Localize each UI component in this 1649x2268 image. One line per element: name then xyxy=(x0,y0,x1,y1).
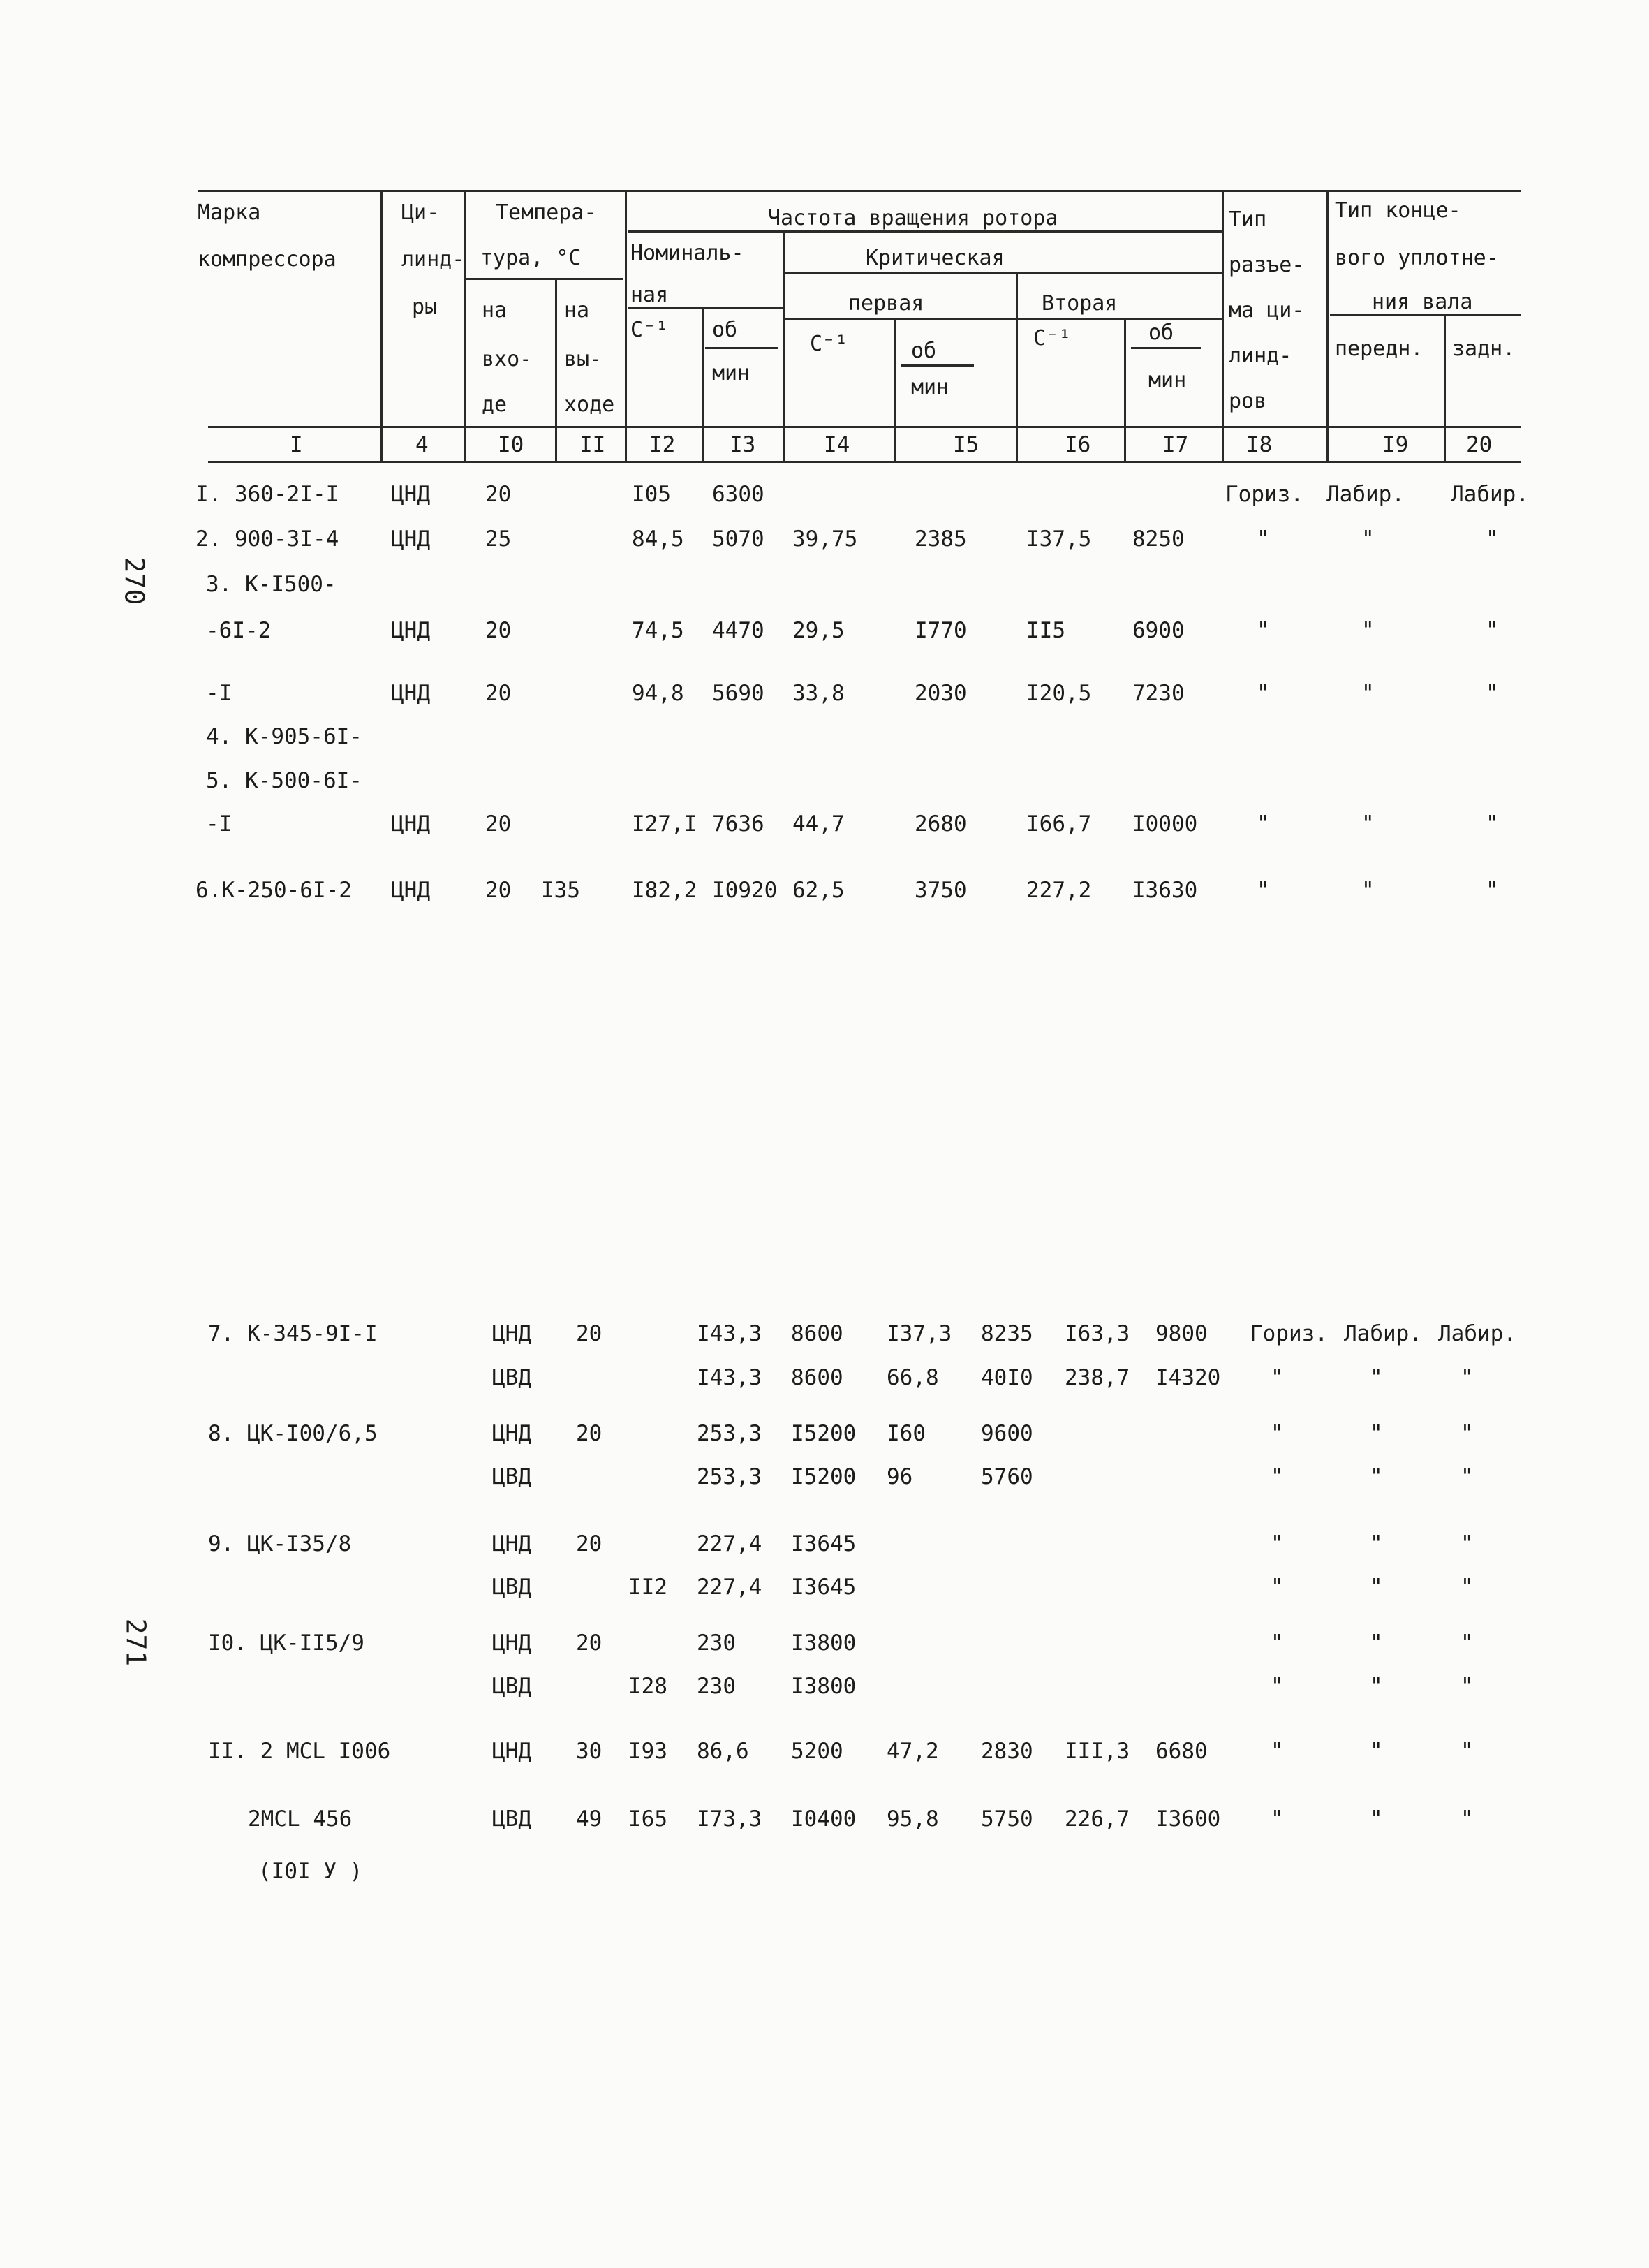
table-cell-zad: " xyxy=(1461,1739,1474,1764)
table-cell-rpm: 5690 xyxy=(712,681,764,706)
table-cell-rpm: I3800 xyxy=(791,1674,857,1699)
column-number: I6 xyxy=(1065,432,1091,457)
table-row-name: -I xyxy=(206,681,232,706)
hdr-razem-5: ров xyxy=(1229,389,1267,413)
table-cell-tout: I28 xyxy=(628,1674,667,1699)
table-cell-rpm: 7636 xyxy=(712,811,764,837)
table-cell-c2r: I3630 xyxy=(1132,878,1198,903)
table-cell-s1: 86,6 xyxy=(697,1739,749,1764)
table-cell-s1: 94,8 xyxy=(632,681,684,706)
table-cell-c2s: I63,3 xyxy=(1065,1321,1130,1346)
vline-5 xyxy=(702,307,704,461)
table-cell-c1r: 3750 xyxy=(915,878,967,903)
table-cell-razem: " xyxy=(1271,1464,1284,1489)
table-cell-s1: 74,5 xyxy=(632,618,684,643)
table-cell-c2s: I37,5 xyxy=(1026,526,1092,552)
table-cell-rpm: 5200 xyxy=(791,1739,843,1764)
table-cell-razem: " xyxy=(1271,1739,1284,1764)
vline-12 xyxy=(1444,314,1446,461)
header-bottom-rule xyxy=(208,426,1521,428)
table-cell-s1: I43,3 xyxy=(697,1321,762,1346)
table-cell-c2r: I0000 xyxy=(1132,811,1198,837)
page-number-bottom: 271 xyxy=(120,1618,151,1667)
table-cell-zad: " xyxy=(1461,1531,1474,1556)
table-cell-zad: " xyxy=(1461,1630,1474,1656)
hdr-min-crit2: мин xyxy=(1148,368,1187,392)
table-cell-tin: 20 xyxy=(485,878,512,903)
table-cell-tout: I93 xyxy=(628,1739,667,1764)
hdr-out-3: ходе xyxy=(564,392,615,417)
table-cell-razem: " xyxy=(1257,618,1270,643)
table-cell-razem: " xyxy=(1271,1575,1284,1600)
table-cell-zad: " xyxy=(1486,526,1499,552)
table-cell-c1s: 29,5 xyxy=(792,618,845,643)
rule-ob2 xyxy=(901,364,974,367)
table-cell-pered: " xyxy=(1370,1630,1383,1656)
table-row-name: 7. К-345-9I-I xyxy=(208,1321,378,1346)
table-cell-zad: " xyxy=(1486,878,1499,903)
table-cell-c1s: I37,3 xyxy=(887,1321,952,1346)
vline-3 xyxy=(555,278,557,461)
hdr-min-crit1: мин xyxy=(911,375,949,399)
table-cell-c1s: 33,8 xyxy=(792,681,845,706)
table-cell-cyl: ЦВД xyxy=(492,1575,531,1600)
hdr-marka-1: Марка xyxy=(198,200,261,225)
hdr-min-nom: мин xyxy=(712,361,750,385)
hdr-razem-1: Тип xyxy=(1229,207,1267,232)
column-number: 4 xyxy=(415,432,429,457)
table-row-name: 9. ЦК-I35/8 xyxy=(208,1531,352,1556)
column-number: I7 xyxy=(1162,432,1189,457)
vline-11 xyxy=(1326,190,1329,461)
table-cell-c2s: I66,7 xyxy=(1026,811,1092,837)
vline-4 xyxy=(625,190,627,461)
hdr-peredn: передн. xyxy=(1335,337,1424,361)
table-cell-c1r: 8235 xyxy=(981,1321,1033,1346)
table-cell-c1r: 5760 xyxy=(981,1464,1033,1489)
table-cell-c1r: 40I0 xyxy=(981,1365,1033,1390)
table-row-name: I. 360-2I-I xyxy=(195,482,339,507)
table-cell-tin: 20 xyxy=(576,1321,602,1346)
hdr-in-2: вхо- xyxy=(482,347,533,371)
rule-freq xyxy=(628,230,1222,233)
rule-seal xyxy=(1330,314,1521,316)
table-cell-c2r: 9800 xyxy=(1155,1321,1208,1346)
table-cell-c1s: 62,5 xyxy=(792,878,845,903)
hdr-seal-1: Тип конце- xyxy=(1335,198,1461,223)
table-cell-tin: 20 xyxy=(485,618,512,643)
table-cell-c1r: 5750 xyxy=(981,1806,1033,1832)
table-cell-rpm: I5200 xyxy=(791,1421,857,1446)
table-cell-pered: " xyxy=(1361,811,1375,837)
hdr-vtoraya: Вторая xyxy=(1042,291,1118,316)
page-number-top: 270 xyxy=(119,557,150,605)
table-cell-cyl: ЦВД xyxy=(492,1674,531,1699)
table-cell-c2s: I20,5 xyxy=(1026,681,1092,706)
table-cell-s1: 227,4 xyxy=(697,1575,762,1600)
table-cell-c1s: 44,7 xyxy=(792,811,845,837)
table-cell-rpm: I3800 xyxy=(791,1630,857,1656)
table-cell-tin: 49 xyxy=(576,1806,602,1832)
table-row-name: I0. ЦК-II5/9 xyxy=(208,1630,364,1656)
vline-2 xyxy=(464,190,466,461)
hdr-s1-crit1: С⁻¹ xyxy=(810,332,848,356)
table-cell-rpm: I3645 xyxy=(791,1531,857,1556)
table-cell-cyl: ЦНД xyxy=(391,526,430,552)
table-cell-zad: " xyxy=(1486,681,1499,706)
table-cell-s1: 253,3 xyxy=(697,1464,762,1489)
table-cell-c1r: I770 xyxy=(915,618,967,643)
hdr-ob-crit1: об xyxy=(911,339,937,363)
table-cell-s1: 84,5 xyxy=(632,526,684,552)
table-cell-c1r: 2030 xyxy=(915,681,967,706)
table-cell-tout: I35 xyxy=(541,878,580,903)
table-row-name: 4. К-905-6I- xyxy=(206,724,362,749)
table-cell-razem: " xyxy=(1271,1674,1284,1699)
hdr-out-2: вы- xyxy=(564,347,602,371)
table-cell-rpm: I0920 xyxy=(712,878,778,903)
table-cell-razem: " xyxy=(1257,681,1270,706)
hdr-seal-2: вого уплотне- xyxy=(1335,246,1499,270)
table-cell-pered: " xyxy=(1370,1739,1383,1764)
column-number: I3 xyxy=(730,432,756,457)
hdr-cyl-3: ры xyxy=(412,295,438,319)
table-cell-cyl: ЦНД xyxy=(492,1630,531,1656)
column-number: I xyxy=(290,432,303,457)
table-cell-cyl: ЦНД xyxy=(492,1531,531,1556)
table-cell-pered: " xyxy=(1361,878,1375,903)
table-cell-razem: " xyxy=(1271,1421,1284,1446)
rule-ob1 xyxy=(705,347,778,349)
table-cell-c2s: II5 xyxy=(1026,618,1065,643)
table-cell-c2s: 238,7 xyxy=(1065,1365,1130,1390)
table-cell-cyl: ЦНД xyxy=(492,1321,531,1346)
table-cell-tin: 20 xyxy=(485,681,512,706)
table-cell-c2s: 227,2 xyxy=(1026,878,1092,903)
hdr-in-3: де xyxy=(482,392,508,417)
table-cell-pered: Лабир. xyxy=(1326,482,1405,507)
vline-6 xyxy=(783,230,785,461)
table-cell-pered: " xyxy=(1370,1806,1383,1832)
hdr-kriticheskaya: Критическая xyxy=(866,246,1005,270)
table-cell-razem: " xyxy=(1271,1806,1284,1832)
vline-7 xyxy=(894,318,896,461)
hdr-pervaya: первая xyxy=(848,291,924,316)
table-cell-tin: 30 xyxy=(576,1739,602,1764)
table-cell-s1: I43,3 xyxy=(697,1365,762,1390)
table-row-name: 8. ЦК-I00/6,5 xyxy=(208,1421,378,1446)
table-cell-c1r: 9600 xyxy=(981,1421,1033,1446)
table-cell-s1: I27,I xyxy=(632,811,697,837)
table-cell-cyl: ЦНД xyxy=(391,811,430,837)
vline-9 xyxy=(1124,318,1126,461)
table-cell-c1s: I60 xyxy=(887,1421,926,1446)
table-cell-cyl: ЦВД xyxy=(492,1806,531,1832)
table-cell-rpm: 6300 xyxy=(712,482,764,507)
table-row-name: 2MCL 456 xyxy=(248,1806,353,1832)
table2-note: (I0I У ) xyxy=(258,1859,363,1884)
table-cell-c1s: 39,75 xyxy=(792,526,858,552)
hdr-seal-3: ния вала xyxy=(1372,290,1473,314)
table-cell-pered: " xyxy=(1361,526,1375,552)
table-cell-tout: II2 xyxy=(628,1575,667,1600)
table-row-name: II. 2 MCL I006 xyxy=(208,1739,391,1764)
table-cell-pered: " xyxy=(1361,618,1375,643)
table-cell-razem: " xyxy=(1257,526,1270,552)
hdr-cyl-1: Ци- xyxy=(401,200,440,225)
hdr-razem-3: ма ци- xyxy=(1229,298,1305,323)
table-cell-cyl: ЦВД xyxy=(492,1464,531,1489)
table-row-name: 5. К-500-6I- xyxy=(206,768,362,793)
table-cell-s1: 230 xyxy=(697,1630,736,1656)
table-cell-razem: Гориз. xyxy=(1225,482,1303,507)
table-cell-zad: Лабир. xyxy=(1451,482,1529,507)
hdr-temp-1: Темпера- xyxy=(496,200,597,225)
table-cell-tin: 20 xyxy=(485,482,512,507)
table-cell-tout: I65 xyxy=(628,1806,667,1832)
table-cell-c2r: I4320 xyxy=(1155,1365,1221,1390)
table-cell-s1: I05 xyxy=(632,482,671,507)
table-cell-pered: " xyxy=(1370,1531,1383,1556)
column-number: 20 xyxy=(1466,432,1493,457)
table-cell-cyl: ЦВД xyxy=(492,1365,531,1390)
table-row-name: -I xyxy=(206,811,232,837)
table-cell-pered: " xyxy=(1370,1421,1383,1446)
table-cell-rpm: 5070 xyxy=(712,526,764,552)
rule-nom xyxy=(628,307,783,309)
vline-8 xyxy=(1016,272,1018,461)
table-cell-c2r: 6680 xyxy=(1155,1739,1208,1764)
hdr-razem-2: разъе- xyxy=(1229,253,1305,277)
table-cell-razem: Гориз. xyxy=(1250,1321,1328,1346)
table-cell-rpm: 4470 xyxy=(712,618,764,643)
table-cell-zad: " xyxy=(1486,811,1499,837)
table-cell-tin: 20 xyxy=(576,1531,602,1556)
colnum-bottom-rule xyxy=(208,461,1521,463)
table-cell-s1: 230 xyxy=(697,1674,736,1699)
table-cell-rpm: I0400 xyxy=(791,1806,857,1832)
table-cell-rpm: I3645 xyxy=(791,1575,857,1600)
hdr-ob-nom: об xyxy=(712,318,738,342)
table-cell-tin: 20 xyxy=(485,811,512,837)
table-row-name: 3. К-I500- xyxy=(206,572,337,597)
vline-10 xyxy=(1222,190,1224,461)
table-cell-s1: 253,3 xyxy=(697,1421,762,1446)
table-cell-s1: I73,3 xyxy=(697,1806,762,1832)
hdr-s1-nom: С⁻¹ xyxy=(630,318,669,342)
table-cell-zad: " xyxy=(1461,1464,1474,1489)
table-cell-zad: " xyxy=(1461,1806,1474,1832)
header-top-rule xyxy=(198,190,1521,192)
hdr-cyl-2: линд- xyxy=(401,247,465,272)
table-cell-c1s: 95,8 xyxy=(887,1806,939,1832)
table-cell-rpm: 8600 xyxy=(791,1365,843,1390)
table-cell-razem: " xyxy=(1257,878,1270,903)
table-cell-zad: " xyxy=(1461,1421,1474,1446)
column-number: I5 xyxy=(953,432,979,457)
rule-temp xyxy=(466,278,623,280)
column-number: I9 xyxy=(1382,432,1409,457)
table-cell-cyl: ЦНД xyxy=(492,1739,531,1764)
table-cell-zad: Лабир. xyxy=(1438,1321,1516,1346)
table-cell-razem: " xyxy=(1257,811,1270,837)
table-cell-c2r: 8250 xyxy=(1132,526,1185,552)
hdr-nominal-2: ная xyxy=(630,283,669,307)
hdr-razem-4: линд- xyxy=(1229,344,1292,368)
table-row-name: 2. 900-3I-4 xyxy=(195,526,339,552)
table-row-name: 6.К-250-6I-2 xyxy=(195,878,352,903)
table-cell-c1s: 66,8 xyxy=(887,1365,939,1390)
hdr-in-1: на xyxy=(482,298,508,323)
hdr-ob-crit2: об xyxy=(1148,321,1174,345)
table-cell-c2r: 6900 xyxy=(1132,618,1185,643)
table-cell-c1r: 2385 xyxy=(915,526,967,552)
hdr-s1-crit2: С⁻¹ xyxy=(1033,326,1072,351)
table-cell-rpm: I5200 xyxy=(791,1464,857,1489)
table-cell-pered: " xyxy=(1370,1575,1383,1600)
table-cell-pered: " xyxy=(1361,681,1375,706)
table-cell-c1s: 96 xyxy=(887,1464,913,1489)
table-cell-razem: " xyxy=(1271,1630,1284,1656)
hdr-zadn: задн. xyxy=(1452,337,1516,361)
rule-ob3 xyxy=(1131,347,1201,349)
table-cell-c2s: 226,7 xyxy=(1065,1806,1130,1832)
table-cell-pered: " xyxy=(1370,1464,1383,1489)
table-cell-cyl: ЦНД xyxy=(391,618,430,643)
column-number: I0 xyxy=(498,432,524,457)
table-cell-pered: " xyxy=(1370,1365,1383,1390)
column-number: I4 xyxy=(824,432,850,457)
table-row-name: -6I-2 xyxy=(206,618,272,643)
table-cell-cyl: ЦНД xyxy=(391,681,430,706)
rule-crit xyxy=(785,272,1222,274)
table-cell-razem: " xyxy=(1271,1531,1284,1556)
table-cell-zad: " xyxy=(1486,618,1499,643)
table-cell-c1r: 2680 xyxy=(915,811,967,837)
table-cell-c1r: 2830 xyxy=(981,1739,1033,1764)
table-cell-rpm: 8600 xyxy=(791,1321,843,1346)
table-cell-zad: " xyxy=(1461,1365,1474,1390)
table-cell-cyl: ЦНД xyxy=(492,1421,531,1446)
table-cell-razem: " xyxy=(1271,1365,1284,1390)
column-number: I8 xyxy=(1246,432,1273,457)
table-cell-tin: 25 xyxy=(485,526,512,552)
table-cell-zad: " xyxy=(1461,1575,1474,1600)
table-cell-pered: Лабир. xyxy=(1344,1321,1422,1346)
column-number: I2 xyxy=(649,432,676,457)
table-cell-pered: " xyxy=(1370,1674,1383,1699)
table-cell-s1: 227,4 xyxy=(697,1531,762,1556)
table-cell-zad: " xyxy=(1461,1674,1474,1699)
hdr-temp-2: тура, °С xyxy=(480,246,582,270)
table-cell-tin: 20 xyxy=(576,1421,602,1446)
hdr-out-1: на xyxy=(564,298,590,323)
hdr-marka-2: компрессора xyxy=(198,247,337,272)
vline-1 xyxy=(380,190,383,461)
table-cell-c1s: 47,2 xyxy=(887,1739,939,1764)
table-cell-c2s: III,3 xyxy=(1065,1739,1130,1764)
table-cell-c2r: I3600 xyxy=(1155,1806,1221,1832)
table-cell-tin: 20 xyxy=(576,1630,602,1656)
hdr-nominal-1: Номиналь- xyxy=(630,241,744,265)
table-cell-cyl: ЦНД xyxy=(391,878,430,903)
column-number: II xyxy=(579,432,606,457)
table-cell-s1: I82,2 xyxy=(632,878,697,903)
hdr-chastota: Частота вращения ротора xyxy=(768,206,1058,230)
table-cell-cyl: ЦНД xyxy=(391,482,430,507)
table-cell-c2r: 7230 xyxy=(1132,681,1185,706)
rule-crit-sub xyxy=(785,318,1222,320)
